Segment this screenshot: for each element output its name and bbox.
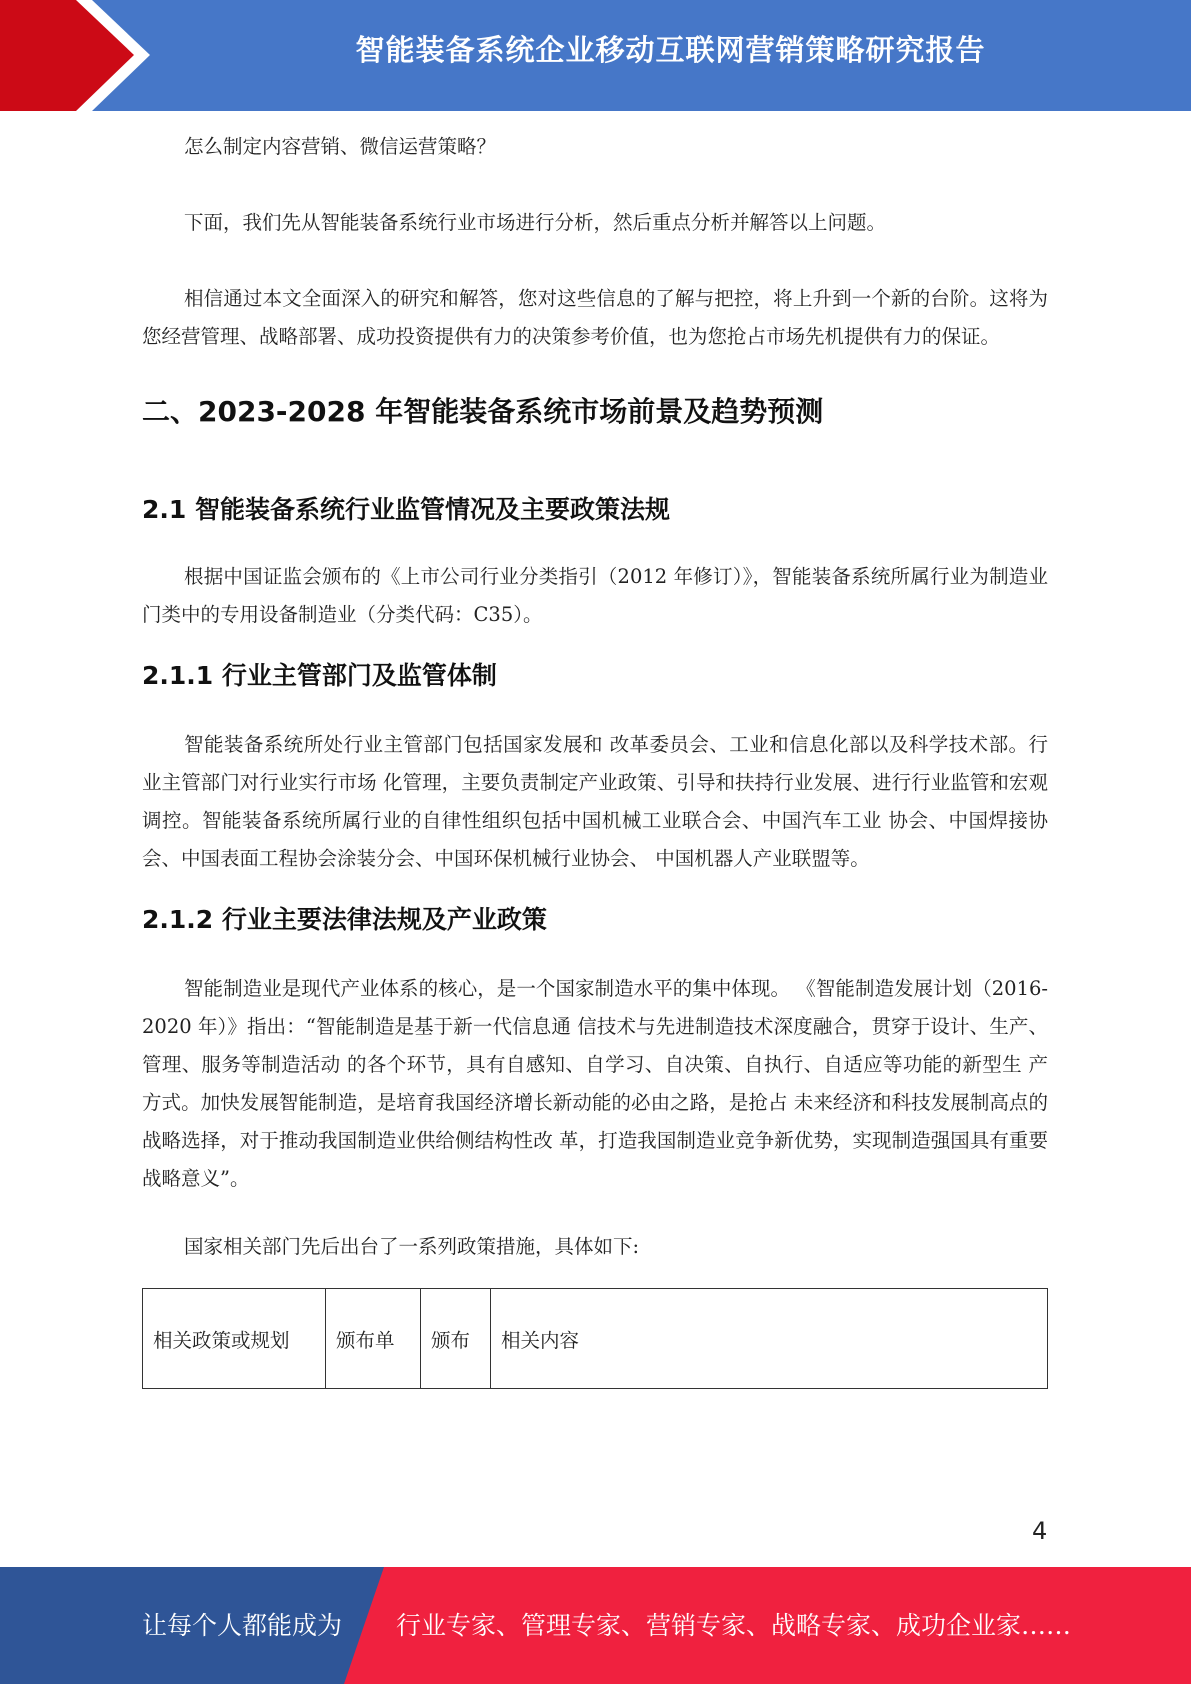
section-2-1-1-paragraph: 智能装备系统所处行业主管部门包括国家发展和 改革委员会、工业和信息化部以及科学技术部。行业主管部门对行业实行市场 化管理，主要负责制定产业政策、引导和扶持行业发展、进行行业监管和宏观 调控。智能装备系统所属行业的自律性组织包括中国机械工业联合会、中国汽车工业 协会、中国焊接协会、中国表面工程协会涂装分会、中国环保机械行业协会、 中国机器人产业联盟等。 (142, 733, 1048, 870)
footer-slogan-right: 行业专家、管理专家、营销专家、战略专家、成功企业家…… (396, 1611, 1072, 1640)
section-2-1-2-paragraph-2: 国家相关部门先后出台了一系列政策措施，具体如下: (184, 1235, 640, 1258)
intro-paragraph-1: 怎么制定内容营销、微信运营策略？ (184, 135, 497, 158)
section-2-1-2-heading: 2.1.2 行业主要法律法规及产业政策 (142, 905, 547, 934)
chevron-decoration (0, 0, 160, 111)
section-2-1-paragraph: 根据中国证监会颁布的《上市公司行业分类指引（2012 年修订）》，智能装备系统所属行业为制造业门类中的专用设备制造业（分类代码：C35）。 (142, 565, 1048, 626)
table-header-cell: 相关政策或规划 (143, 1289, 326, 1389)
intro-paragraph-2: 下面，我们先从智能装备系统行业市场进行分析，然后重点分析并解答以上问题。 (184, 211, 887, 234)
section-2-heading: 二、2023-2028 年智能装备系统市场前景及趋势预测 (142, 395, 824, 428)
footer-slogan-left: 让每个人都能成为 (142, 1611, 343, 1640)
document-body (142, 128, 1048, 1389)
page-footer (0, 1567, 1191, 1684)
section-2-1-heading: 2.1 智能装备系统行业监管情况及主要政策法规 (142, 495, 670, 524)
table-header-row (143, 1289, 1048, 1389)
policy-table (142, 1288, 1048, 1389)
section-2-1-1-heading: 2.1.1 行业主管部门及监管体制 (142, 661, 497, 690)
section-2-1-2-paragraph-1: 智能制造业是现代产业体系的核心，是一个国家制造水平的集中体现。 《智能制造发展计划（2016-2020 年）》指出：“智能制造是基于新一代信息通 信技术与先进制造技术深度融合，贯穿于设计、生产、管理、服务等制造活动 的各个环节，具有自感知、自学习、自决策、自执行、自适应等功能的新型生 产方式。加快发展智能制造，是培育我国经济增长新动能的必由之路，是抢占 未来经济和科技发展制高点的战略选择，对于推动我国制造业供给侧结构性改 革，打造我国制造业竞争新优势，实现制造强国具有重要战略意义”。 (142, 977, 1048, 1190)
table-header-cell: 相关内容 (491, 1289, 1048, 1389)
table-header-cell: 颁布单 (326, 1289, 421, 1389)
header-title: 智能装备系统企业移动互联网营销策略研究报告 (355, 33, 986, 67)
table-header-cell: 颁布 (421, 1289, 491, 1389)
page-number: 4 (1032, 1517, 1048, 1545)
intro-paragraph-3: 相信通过本文全面深入的研究和解答，您对这些信息的了解与把控，将上升到一个新的台阶。这将为您经营管理、战略部署、成功投资提供有力的决策参考价值，也为您抢占市场先机提供有力的保证。 (142, 287, 1048, 348)
page-header (0, 0, 1191, 111)
